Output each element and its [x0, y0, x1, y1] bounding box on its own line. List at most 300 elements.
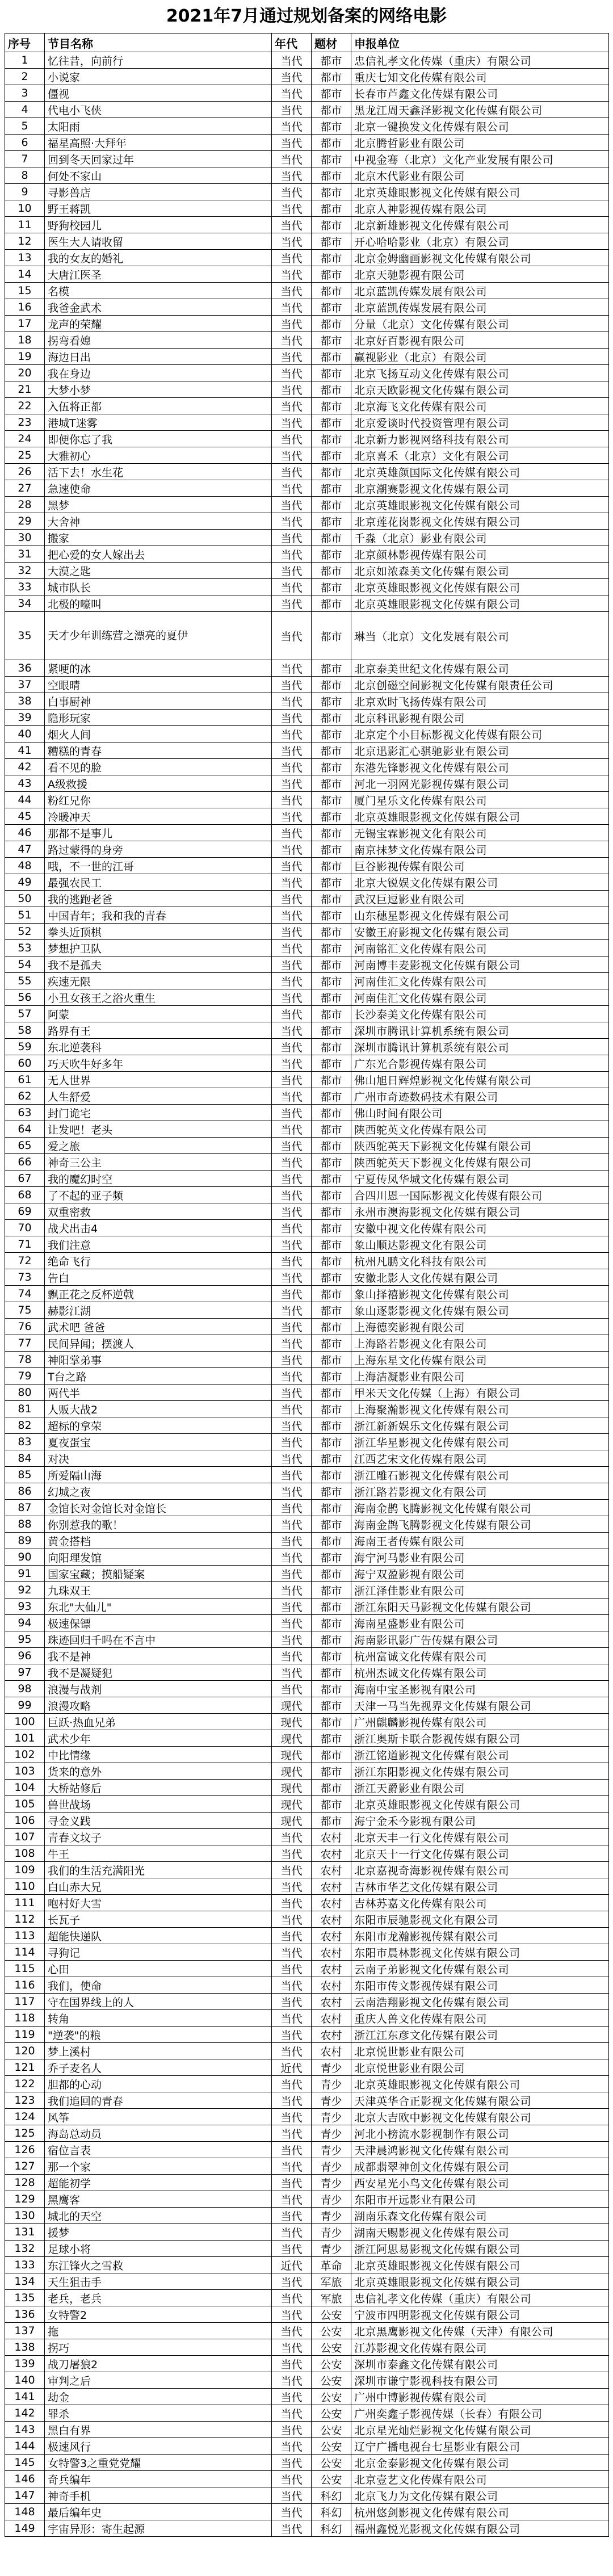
film-title: 我们注意	[45, 1236, 272, 1253]
row-number: 82	[5, 1417, 45, 1434]
row-number: 27	[5, 480, 45, 497]
applicant-unit: 南京抹梦文化传媒有限公司	[351, 841, 609, 858]
era: 当代	[272, 1582, 312, 1599]
table-row	[5, 2109, 609, 2125]
era: 当代	[272, 1253, 312, 1269]
applicant-unit: 佛山时间有限公司	[351, 1105, 609, 1121]
genre: 农村	[312, 1895, 351, 1911]
row-number: 31	[5, 546, 45, 563]
era: 当代	[272, 513, 312, 530]
table-row	[5, 2422, 609, 2438]
applicant-unit: 北京英雄眼影视文化传媒有限公司	[351, 808, 609, 825]
genre: 都市	[312, 1368, 351, 1385]
applicant-unit: 东港先锋影视文化传媒有限公司	[351, 759, 609, 775]
row-number: 94	[5, 1615, 45, 1631]
applicant-unit: 象山逐影影视文化传媒有限公司	[351, 1302, 609, 1319]
applicant-unit: 北京泰美世纪文化传媒有限公司	[351, 660, 609, 677]
genre: 都市	[312, 956, 351, 973]
film-title: 巧天吹牛好多年	[45, 1055, 272, 1072]
applicant-unit: 重庆人兽文化传媒有限公司	[351, 2010, 609, 2027]
applicant-unit: 北京黑鹰影视文化传媒（天津）有限公司	[351, 2323, 609, 2339]
genre: 都市	[312, 940, 351, 956]
applicant-unit: 北京英雄眼影视文化传媒有限公司	[351, 2076, 609, 2092]
applicant-unit: 安徽中视文化传媒有限公司	[351, 1220, 609, 1236]
film-title: 小说家	[45, 69, 272, 85]
applicant-unit: 北京天十一行文化传媒有限公司	[351, 1845, 609, 1862]
table-row	[5, 447, 609, 464]
era: 当代	[272, 2224, 312, 2241]
era: 当代	[272, 266, 312, 283]
era: 现代	[272, 1813, 312, 1829]
applicant-unit: 北京喜禾（北京）文化有限公司	[351, 447, 609, 464]
genre: 农村	[312, 1878, 351, 1895]
table-row	[5, 759, 609, 775]
film-title: 极速保镖	[45, 1615, 272, 1631]
applicant-unit: 北京大吉欧中影视文化传媒有限公司	[351, 2109, 609, 2125]
film-title: 寻影兽店	[45, 184, 272, 200]
row-number: 73	[5, 1269, 45, 1286]
applicant-unit: 海南金鹊飞腾影视文化传媒有限公司	[351, 1516, 609, 1533]
era: 当代	[272, 792, 312, 808]
film-title: 紧哽的冰	[45, 660, 272, 677]
film-title: 极速风行	[45, 2438, 272, 2455]
table-row	[5, 1631, 609, 1648]
era: 当代	[272, 2306, 312, 2323]
genre: 都市	[312, 612, 351, 660]
era: 当代	[272, 365, 312, 381]
genre: 公安	[312, 2438, 351, 2455]
header-title: 节目名称	[45, 33, 272, 52]
row-number: 35	[5, 612, 45, 660]
film-title: 风筝	[45, 2109, 272, 2125]
row-number: 138	[5, 2339, 45, 2356]
genre: 都市	[312, 480, 351, 497]
era: 当代	[272, 2438, 312, 2455]
applicant-unit: 上海洁凝影业有限公司	[351, 1368, 609, 1385]
film-title: 封门诡宅	[45, 1105, 272, 1121]
applicant-unit: 吉林市华艺文化传媒有限公司	[351, 1878, 609, 1895]
applicant-unit: 海宁双盈影视有限公司	[351, 1566, 609, 1582]
film-title: T台之路	[45, 1368, 272, 1385]
table-row	[5, 677, 609, 693]
film-title: 中国青年；我和我的青春	[45, 907, 272, 924]
applicant-unit: 陕西鸵英天下影视文化传媒有限公司	[351, 1154, 609, 1170]
table-row	[5, 2043, 609, 2059]
row-number: 119	[5, 2027, 45, 2043]
genre: 青少	[312, 2092, 351, 2109]
applicant-unit: 东阳市开远影业有限公司	[351, 2191, 609, 2208]
genre: 公安	[312, 2389, 351, 2405]
table-row	[5, 2092, 609, 2109]
era: 当代	[272, 924, 312, 940]
applicant-unit: 东阳市龙瀚影视传媒有限公司	[351, 1928, 609, 1944]
applicant-unit: 千淼（北京）影业有限公司	[351, 530, 609, 546]
film-title: 梦上溪村	[45, 2043, 272, 2059]
applicant-unit: 北京英雄眼影视文化传媒有限公司	[351, 595, 609, 612]
genre: 青少	[312, 2241, 351, 2257]
applicant-unit: 上海德奕影视有限公司	[351, 1319, 609, 1335]
table-row	[5, 1697, 609, 1714]
row-number: 12	[5, 233, 45, 250]
era: 当代	[272, 381, 312, 398]
table-row	[5, 1072, 609, 1088]
row-number: 18	[5, 332, 45, 349]
genre: 都市	[312, 283, 351, 299]
film-title: 咆村好大雪	[45, 1895, 272, 1911]
genre: 都市	[312, 349, 351, 365]
genre: 都市	[312, 1302, 351, 1319]
genre: 都市	[312, 398, 351, 414]
genre: 军旅	[312, 2273, 351, 2290]
genre: 青少	[312, 2125, 351, 2142]
table-row	[5, 1352, 609, 1368]
row-number: 39	[5, 710, 45, 726]
film-title: 阿蒙	[45, 1006, 272, 1022]
film-title: 神奇三公主	[45, 1154, 272, 1170]
genre: 都市	[312, 530, 351, 546]
applicant-unit: 天津一马当先视界文化传媒有限公司	[351, 1697, 609, 1714]
era: 当代	[272, 2142, 312, 2158]
era: 当代	[272, 1154, 312, 1170]
film-title: 兽世战场	[45, 1796, 272, 1813]
applicant-unit: 海宁河马影业有限公司	[351, 1549, 609, 1566]
row-number: 131	[5, 2224, 45, 2241]
row-number: 15	[5, 283, 45, 299]
applicant-unit: 浙江江东彦文化传媒有限公司	[351, 2027, 609, 2043]
genre: 都市	[312, 1450, 351, 1467]
applicant-unit: 忠信礼孝文化传媒（重庆）有限公司	[351, 2290, 609, 2306]
applicant-unit: 开心哈哈影业（北京）有限公司	[351, 233, 609, 250]
table-row	[5, 1516, 609, 1533]
row-number: 105	[5, 1796, 45, 1813]
row-number: 127	[5, 2158, 45, 2175]
table-row	[5, 1253, 609, 1269]
table-row	[5, 775, 609, 792]
row-number: 80	[5, 1385, 45, 1401]
row-number: 61	[5, 1072, 45, 1088]
applicant-unit: 宁波市四明影视文化传媒有限公司	[351, 2306, 609, 2323]
table-row	[5, 283, 609, 299]
genre: 都市	[312, 447, 351, 464]
era: 现代	[272, 1730, 312, 1747]
genre: 都市	[312, 1236, 351, 1253]
genre: 都市	[312, 299, 351, 316]
film-title: 野狗校园儿	[45, 217, 272, 233]
era: 当代	[272, 233, 312, 250]
era: 当代	[272, 1055, 312, 1072]
film-title: 了不起的亚子频	[45, 1187, 272, 1203]
header-unit: 申报单位	[351, 33, 609, 52]
row-number: 86	[5, 1483, 45, 1500]
row-number: 48	[5, 858, 45, 874]
era: 当代	[272, 2520, 312, 2537]
applicant-unit: 北京英雄眼影视文化传媒有限公司	[351, 497, 609, 513]
table-row	[5, 1450, 609, 1467]
film-title: 海边日出	[45, 349, 272, 365]
era: 当代	[272, 530, 312, 546]
table-row	[5, 1845, 609, 1862]
table-row	[5, 841, 609, 858]
row-number: 110	[5, 1878, 45, 1895]
row-number: 135	[5, 2290, 45, 2306]
row-number: 116	[5, 1977, 45, 1994]
era: 当代	[272, 1681, 312, 1697]
table-row	[5, 266, 609, 283]
genre: 都市	[312, 989, 351, 1006]
film-title: 转角	[45, 2010, 272, 2027]
genre: 都市	[312, 365, 351, 381]
genre: 都市	[312, 52, 351, 69]
row-number: 49	[5, 874, 45, 891]
row-number: 130	[5, 2208, 45, 2224]
film-title: 活下去！水生花	[45, 464, 272, 480]
table-row	[5, 2290, 609, 2306]
table-row	[5, 1615, 609, 1631]
film-title: 国家宝藏；摸船疑案	[45, 1566, 272, 1582]
row-number: 84	[5, 1450, 45, 1467]
row-number: 6	[5, 135, 45, 151]
row-number: 124	[5, 2109, 45, 2125]
era: 当代	[272, 841, 312, 858]
film-title: 人贩大战2	[45, 1401, 272, 1417]
row-number: 137	[5, 2323, 45, 2339]
table-header-row	[5, 33, 609, 52]
applicant-unit: 北京英雄眼影视文化传媒有限公司	[351, 1796, 609, 1813]
table-row	[5, 1220, 609, 1236]
table-row	[5, 2224, 609, 2241]
film-title: 审判之后	[45, 2372, 272, 2389]
film-title: 拐弯看媳	[45, 332, 272, 349]
genre: 都市	[312, 1401, 351, 1417]
row-number: 107	[5, 1829, 45, 1845]
table-row	[5, 2076, 609, 2092]
film-title: 港城T迷雾	[45, 414, 272, 431]
row-number: 101	[5, 1730, 45, 1747]
era: 当代	[272, 2405, 312, 2422]
genre: 农村	[312, 1862, 351, 1878]
genre: 都市	[312, 1022, 351, 1039]
applicant-unit: 北京飞力为文化传媒有限公司	[351, 2487, 609, 2504]
applicant-unit: 西安星光小鸟文化传媒有限公司	[351, 2175, 609, 2191]
table-row	[5, 2389, 609, 2405]
row-number: 129	[5, 2191, 45, 2208]
row-number: 134	[5, 2273, 45, 2290]
applicant-unit: 上海东星文化传媒有限公司	[351, 1352, 609, 1368]
table-row	[5, 2175, 609, 2191]
film-title: 飘正花之反杯逆戟	[45, 1286, 272, 1302]
film-title: 对决	[45, 1450, 272, 1467]
applicant-unit: 北京欢时飞扬传媒有限公司	[351, 693, 609, 710]
applicant-unit: 北京英雄眼影视文化传媒有限公司	[351, 2257, 609, 2273]
row-number: 120	[5, 2043, 45, 2059]
film-title: 我不是神	[45, 1648, 272, 1664]
row-number: 115	[5, 1961, 45, 1977]
row-number: 28	[5, 497, 45, 513]
era: 当代	[272, 85, 312, 102]
era: 当代	[272, 135, 312, 151]
film-title: 劫金	[45, 2389, 272, 2405]
applicant-unit: 长春市芦鑫文化传媒有限公司	[351, 85, 609, 102]
era: 当代	[272, 1319, 312, 1335]
applicant-unit: 北京英雄眼影视文化传媒有限公司	[351, 2273, 609, 2290]
table-row	[5, 1039, 609, 1055]
row-number: 11	[5, 217, 45, 233]
genre: 都市	[312, 431, 351, 447]
film-title: 回到冬天回家过年	[45, 151, 272, 167]
table-row	[5, 660, 609, 677]
era: 当代	[272, 907, 312, 924]
genre: 都市	[312, 825, 351, 841]
table-row	[5, 102, 609, 118]
film-title: 寻金义践	[45, 1813, 272, 1829]
applicant-unit: 北京嘉视奇海影视传媒有限公司	[351, 1862, 609, 1878]
genre: 都市	[312, 1055, 351, 1072]
applicant-unit: 辽宁广播电视台七星影业有限公司	[351, 2438, 609, 2455]
era: 当代	[272, 431, 312, 447]
row-number: 5	[5, 118, 45, 135]
applicant-unit: 长沙泰美文化传媒有限公司	[351, 1006, 609, 1022]
era: 当代	[272, 2422, 312, 2438]
era: 当代	[272, 579, 312, 595]
table-row	[5, 2323, 609, 2339]
table-row	[5, 1286, 609, 1302]
era: 当代	[272, 1006, 312, 1022]
applicant-unit: 云南浩翔影视文化传媒有限公司	[351, 1994, 609, 2010]
table-row	[5, 200, 609, 217]
genre: 都市	[312, 677, 351, 693]
era: 当代	[272, 151, 312, 167]
era: 当代	[272, 2158, 312, 2175]
page-title: 2021年7月通过规划备案的网络电影	[166, 6, 447, 26]
applicant-unit: 武汉巨逗影业有限公司	[351, 891, 609, 907]
row-number: 32	[5, 563, 45, 579]
row-number: 140	[5, 2372, 45, 2389]
film-title: 爱之旅	[45, 1138, 272, 1154]
genre: 都市	[312, 808, 351, 825]
genre: 农村	[312, 1961, 351, 1977]
row-number: 121	[5, 2059, 45, 2076]
row-number: 46	[5, 825, 45, 841]
era: 当代	[272, 808, 312, 825]
table-row	[5, 1401, 609, 1417]
row-number: 21	[5, 381, 45, 398]
era: 当代	[272, 1236, 312, 1253]
table-row	[5, 480, 609, 497]
film-title: 路过蒙得的身旁	[45, 841, 272, 858]
era: 当代	[272, 660, 312, 677]
row-number: 55	[5, 973, 45, 989]
film-title: 白事厨神	[45, 693, 272, 710]
genre: 都市	[312, 546, 351, 563]
applicant-unit: 象山择禧影视文化传媒有限公司	[351, 1286, 609, 1302]
genre: 农村	[312, 2027, 351, 2043]
row-number: 77	[5, 1335, 45, 1352]
applicant-unit: 北京新力影视网络科技有限公司	[351, 431, 609, 447]
row-number: 76	[5, 1319, 45, 1335]
row-number: 143	[5, 2422, 45, 2438]
genre: 都市	[312, 742, 351, 759]
row-number: 63	[5, 1105, 45, 1121]
genre: 都市	[312, 858, 351, 874]
row-number: 54	[5, 956, 45, 973]
era: 当代	[272, 217, 312, 233]
applicant-unit: 浙江阿思易影视文化传媒有限公司	[351, 2241, 609, 2257]
applicant-unit: 北京悦世影业有限公司	[351, 2043, 609, 2059]
genre: 都市	[312, 1385, 351, 1401]
table-row	[5, 546, 609, 563]
row-number: 57	[5, 1006, 45, 1022]
applicant-unit: 北京天驰影视有限公司	[351, 266, 609, 283]
era: 当代	[272, 2273, 312, 2290]
applicant-unit: 广州中博影视传媒有限公司	[351, 2389, 609, 2405]
film-title: 糟糕的青春	[45, 742, 272, 759]
film-title: 大雅初心	[45, 447, 272, 464]
genre: 青少	[312, 2158, 351, 2175]
table-row	[5, 1533, 609, 1549]
applicant-unit: 江西艺宋文化传媒有限公司	[351, 1450, 609, 1467]
film-title: 战犬出击4	[45, 1220, 272, 1236]
film-title: 黑鹰客	[45, 2191, 272, 2208]
row-number: 13	[5, 250, 45, 266]
row-number: 51	[5, 907, 45, 924]
genre: 都市	[312, 513, 351, 530]
table-row	[5, 1599, 609, 1615]
row-number: 42	[5, 759, 45, 775]
film-title: 烟火人间	[45, 726, 272, 742]
genre: 都市	[312, 85, 351, 102]
row-number: 93	[5, 1599, 45, 1615]
era: 当代	[272, 118, 312, 135]
era: 当代	[272, 1187, 312, 1203]
era: 当代	[272, 200, 312, 217]
row-number: 136	[5, 2306, 45, 2323]
film-title: 最后编年史	[45, 2504, 272, 2520]
era: 当代	[272, 1928, 312, 1944]
applicant-unit: 安徽北影人文化传媒有限公司	[351, 1269, 609, 1286]
applicant-unit: 上海聚瀚影视文化传媒有限公司	[351, 1401, 609, 1417]
applicant-unit: 深圳市泰鑫文化传媒有限公司	[351, 2356, 609, 2372]
table-row	[5, 2191, 609, 2208]
row-number: 125	[5, 2125, 45, 2142]
applicant-unit: 北京天欧影视文化传媒有限公司	[351, 381, 609, 398]
film-title: 黑梦	[45, 497, 272, 513]
applicant-unit: 中视金骞（北京）文化产业发展有限公司	[351, 151, 609, 167]
film-title: 医生大人请收留	[45, 233, 272, 250]
genre: 青少	[312, 2142, 351, 2158]
table-row	[5, 52, 609, 69]
era: 当代	[272, 1072, 312, 1088]
era: 当代	[272, 1385, 312, 1401]
applicant-unit: 海南中宝圣影视有限公司	[351, 1681, 609, 1697]
row-number: 123	[5, 2092, 45, 2109]
genre: 都市	[312, 69, 351, 85]
table-row	[5, 365, 609, 381]
row-number: 103	[5, 1763, 45, 1780]
era: 当代	[272, 299, 312, 316]
era: 当代	[272, 1039, 312, 1055]
genre: 都市	[312, 1549, 351, 1566]
era: 当代	[272, 2175, 312, 2191]
genre: 农村	[312, 1977, 351, 1994]
table-row	[5, 1500, 609, 1516]
genre: 都市	[312, 1039, 351, 1055]
genre: 都市	[312, 1203, 351, 1220]
applicant-unit: 河南铭汇文化传媒有限公司	[351, 940, 609, 956]
era: 当代	[272, 102, 312, 118]
row-number: 59	[5, 1039, 45, 1055]
era: 当代	[272, 1022, 312, 1039]
table-row	[5, 2158, 609, 2175]
